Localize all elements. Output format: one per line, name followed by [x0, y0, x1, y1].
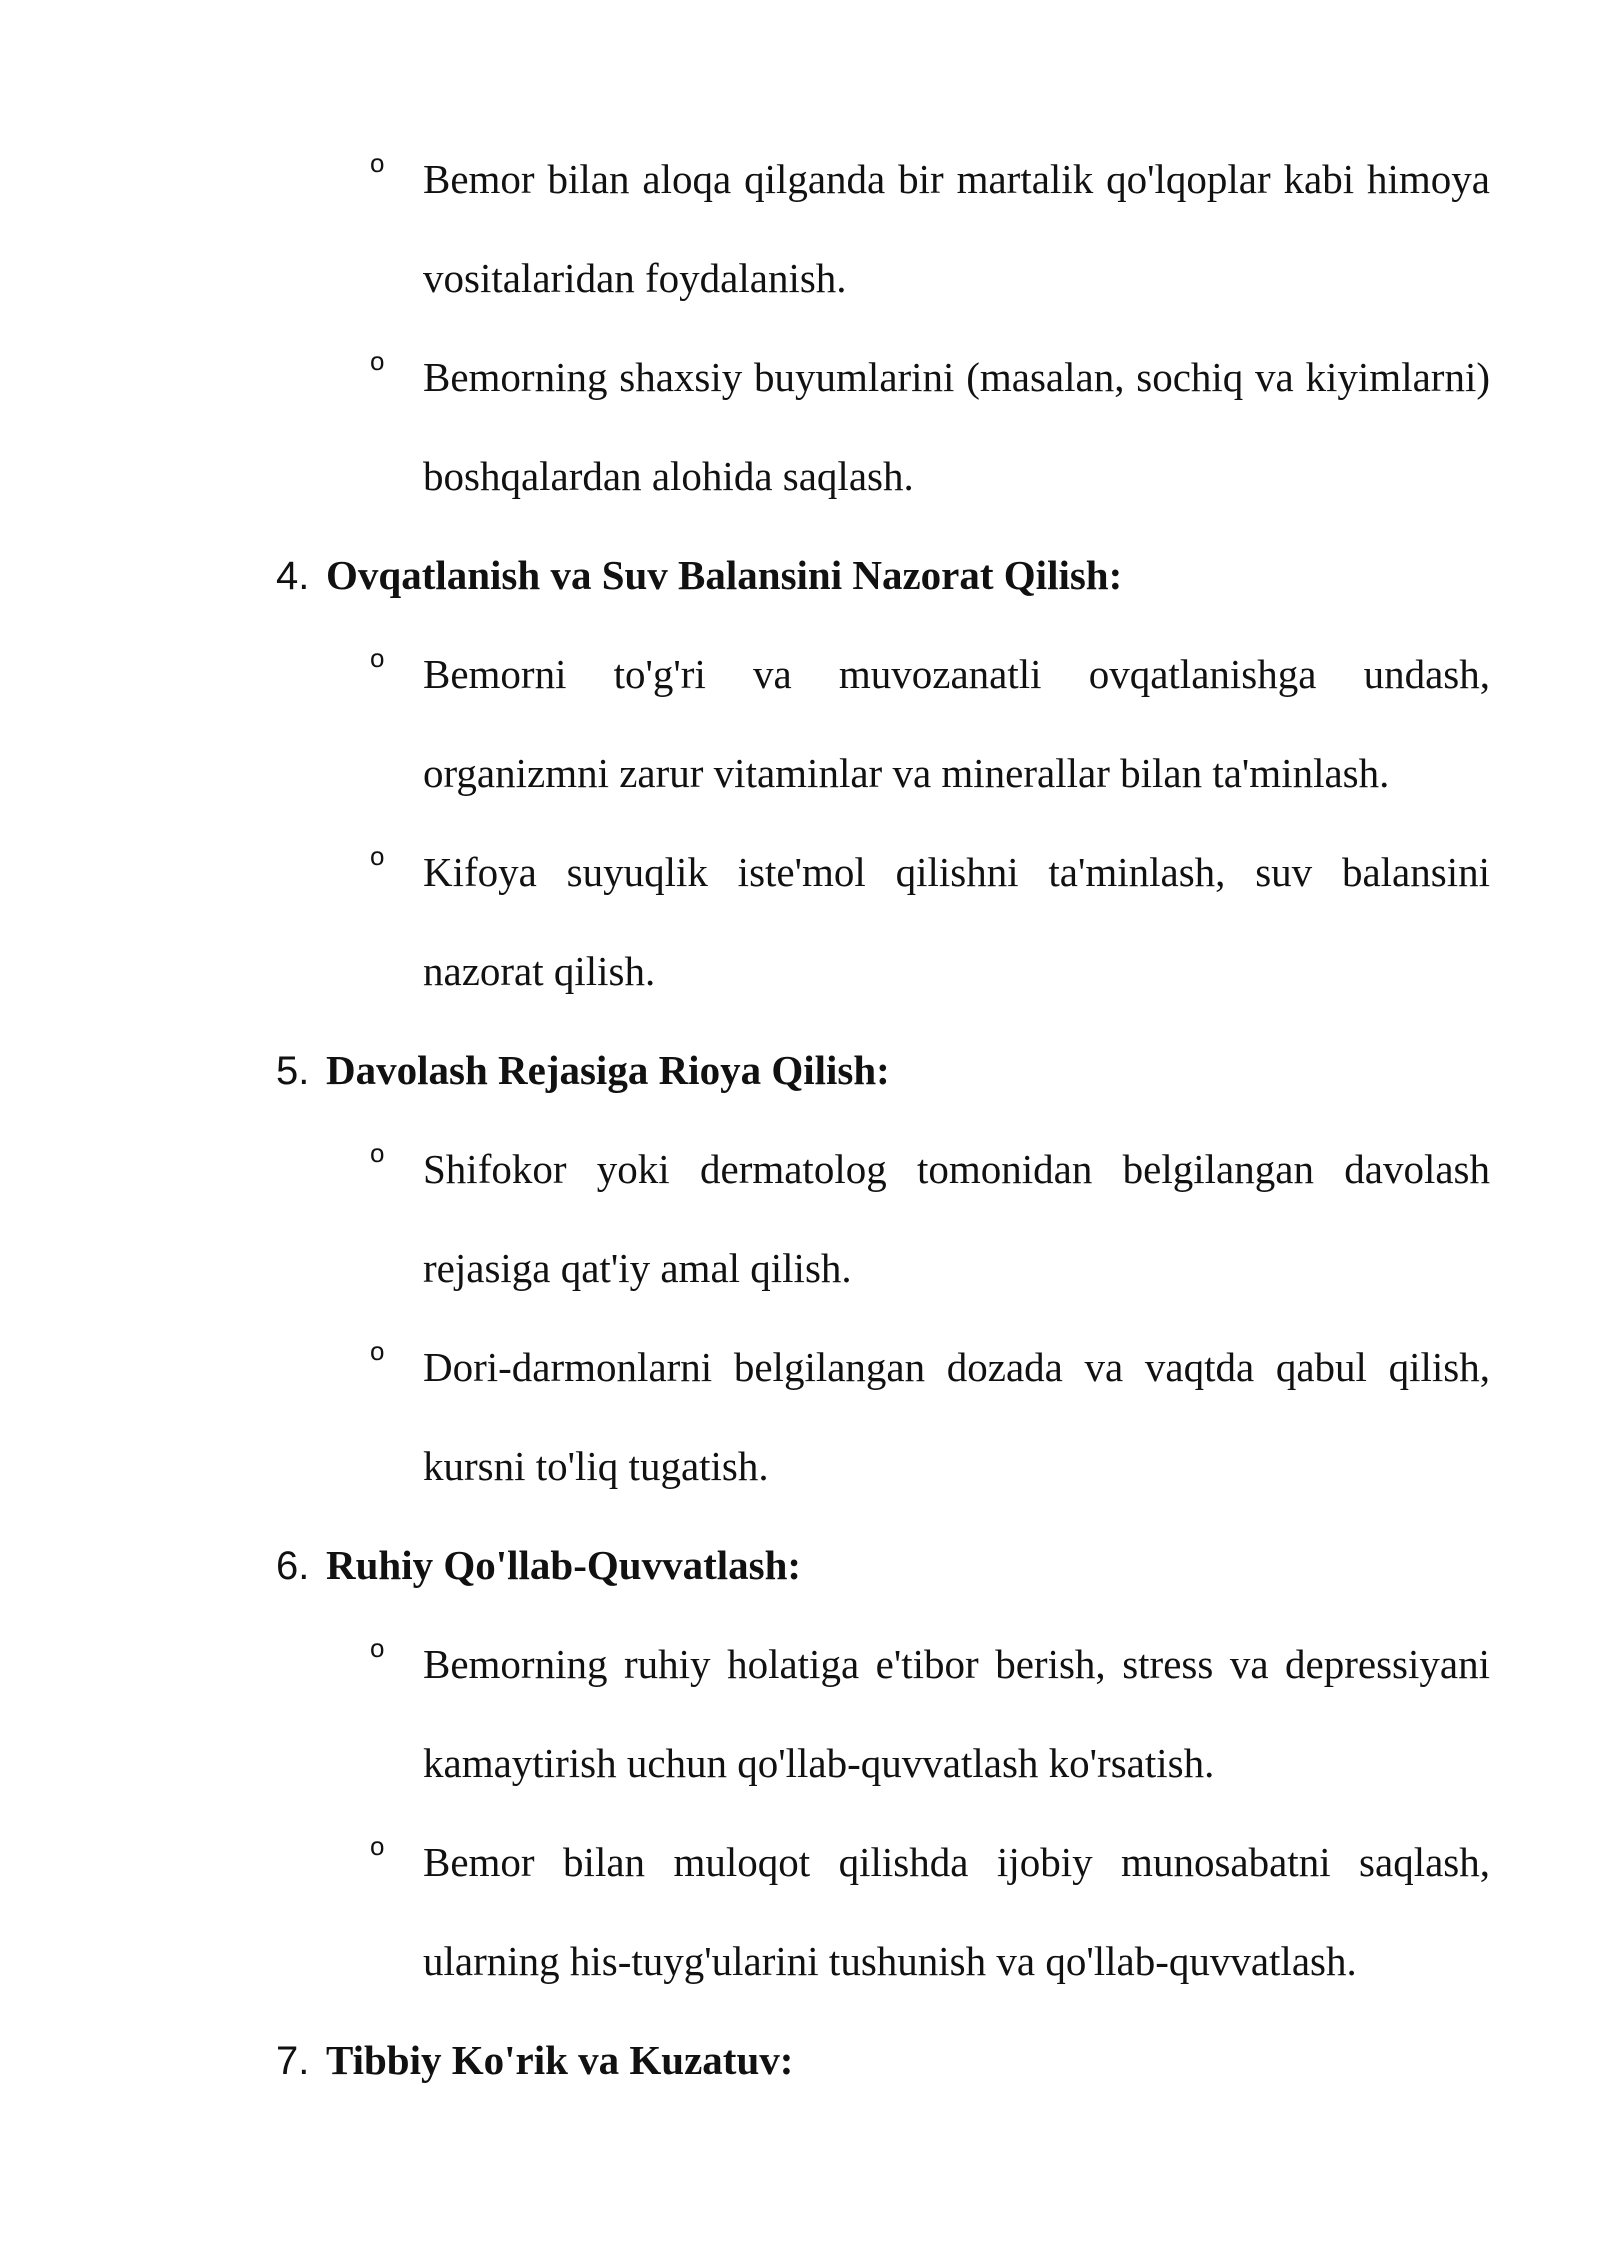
section-number: 6. — [276, 1544, 310, 1588]
section-heading — [276, 2011, 1490, 2110]
section-number: 7. — [276, 2039, 310, 2083]
bullet-marker: o — [370, 643, 385, 673]
section-title: Ovqatlanish va Suv Balansini Nazorat Qilish: — [326, 552, 1123, 598]
section-heading — [276, 1516, 1490, 1615]
bullet-marker: o — [370, 1138, 385, 1168]
section-number: 5. — [276, 1049, 310, 1093]
list-item-text: Kifoya suyuqlik iste'mol qilishni ta'minlash, suv balansini nazorat qilish. — [423, 849, 1490, 994]
bullet-marker: o — [370, 1336, 385, 1366]
bullet-marker: o — [370, 346, 385, 376]
list-item — [370, 1615, 1490, 1813]
bullet-marker: o — [370, 1633, 385, 1663]
section-title: Ruhiy Qo'llab-Quvvatlash: — [326, 1542, 802, 1588]
section-title: Davolash Rejasiga Rioya Qilish: — [326, 1047, 890, 1093]
list-item — [370, 1120, 1490, 1318]
list-item — [370, 328, 1490, 526]
section-heading — [276, 1021, 1490, 1120]
list-item-text: Shifokor yoki dermatolog tomonidan belgilangan davolash rejasiga qat'iy amal qilish. — [423, 1146, 1490, 1291]
bullet-marker: o — [370, 148, 385, 178]
list-item-text: Bemorning shaxsiy buyumlarini (masalan, sochiq va kiyimlarni) boshqalardan alohida saqlash. — [423, 354, 1490, 499]
section-heading — [276, 526, 1490, 625]
list-item-text: Bemor bilan muloqot qilishda ijobiy munosabatni saqlash, ularning his-tuyg'ularini tushunish va qo'llab-quvvatlash. — [423, 1839, 1490, 1984]
list-item — [370, 130, 1490, 328]
list-item — [370, 1318, 1490, 1516]
section-number: 4. — [276, 554, 310, 598]
list-item-text: Bemorni to'g'ri va muvozanatli ovqatlanishga undash, organizmni zarur vitaminlar va minerallar bilan ta'minlash. — [423, 651, 1490, 796]
list-item — [370, 1813, 1490, 2011]
list-item — [370, 625, 1490, 823]
bullet-marker: o — [370, 841, 385, 871]
list-item-text: Bemorning ruhiy holatiga e'tibor berish, stress va depressiyani kamaytirish uchun qo'llab-quvvatlash ko'rsatish. — [423, 1641, 1490, 1786]
list-item-text: Bemor bilan aloqa qilganda bir martalik qo'lqoplar kabi himoya vositalaridan foydalanish. — [423, 156, 1490, 301]
bullet-marker: o — [370, 1831, 385, 1861]
section-title: Tibbiy Ko'rik va Kuzatuv: — [326, 2037, 794, 2083]
list-item-text: Dori-darmonlarni belgilangan dozada va vaqtda qabul qilish, kursni to'liq tugatish. — [423, 1344, 1490, 1489]
list-item — [370, 823, 1490, 1021]
